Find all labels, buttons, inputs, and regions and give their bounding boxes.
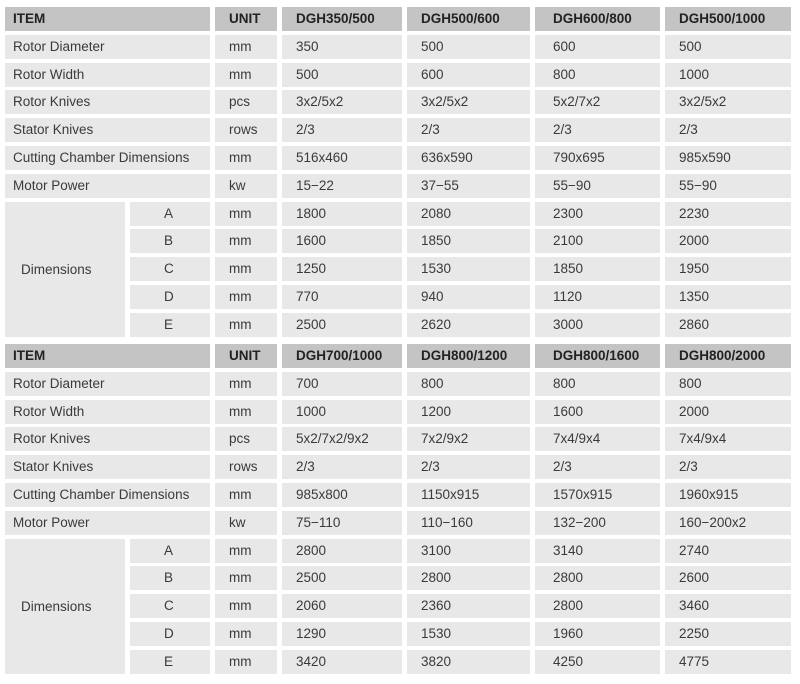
row-label: Rotor Knives — [5, 90, 210, 114]
row-unit: mm — [215, 229, 277, 253]
row-value: 37−55 — [407, 174, 530, 198]
row-value: 770 — [282, 285, 402, 309]
row-value: 2230 — [665, 202, 791, 226]
row-value: 940 — [407, 285, 530, 309]
table-row — [5, 35, 791, 59]
row-value: 600 — [407, 63, 530, 87]
row-value: 500 — [407, 35, 530, 59]
row-label: Rotor Diameter — [5, 372, 210, 396]
row-value: 3x2/5x2 — [665, 90, 791, 114]
row-label: Stator Knives — [5, 455, 210, 479]
row-value: 1150x915 — [407, 483, 530, 507]
header-model: DGH800/1600 — [535, 344, 660, 368]
row-value: 3820 — [407, 650, 530, 674]
row-value: 4250 — [535, 650, 660, 674]
row-unit: kw — [215, 174, 277, 198]
row-unit: mm — [215, 622, 277, 646]
row-value: 1600 — [535, 400, 660, 424]
header-model: DGH700/1000 — [282, 344, 402, 368]
table-row — [5, 483, 791, 507]
dimensions-label-text: Dimensions — [21, 261, 92, 277]
row-value: 700 — [282, 372, 402, 396]
row-value: 3460 — [665, 594, 791, 618]
row-unit: mm — [215, 650, 277, 674]
dimension-row — [5, 622, 791, 646]
header-item: ITEM — [5, 344, 210, 368]
dimension-row — [5, 539, 791, 563]
row-value: 2060 — [282, 594, 402, 618]
row-value: 75−110 — [282, 511, 402, 535]
row-value: 1120 — [535, 285, 660, 309]
row-value: 15−22 — [282, 174, 402, 198]
row-value: 2/3 — [535, 455, 660, 479]
table-row — [5, 90, 791, 114]
row-unit: rows — [215, 455, 277, 479]
dimension-sub-label: B — [130, 229, 210, 253]
dimension-row — [5, 285, 791, 309]
row-value: 2300 — [535, 202, 660, 226]
row-value: 1200 — [407, 400, 530, 424]
row-value: 500 — [282, 63, 402, 87]
dimension-row — [5, 202, 791, 226]
dimension-sub-label: B — [130, 566, 210, 590]
row-value: 2800 — [535, 594, 660, 618]
row-unit: mm — [215, 257, 277, 281]
dimension-sub-label: E — [130, 313, 210, 337]
row-value: 2360 — [407, 594, 530, 618]
row-value: 1000 — [665, 63, 791, 87]
row-value: 1350 — [665, 285, 791, 309]
row-value: 2860 — [665, 313, 791, 337]
row-value: 3140 — [535, 539, 660, 563]
row-value: 2/3 — [535, 118, 660, 142]
table-row — [5, 118, 791, 142]
header-unit: UNIT — [215, 7, 277, 31]
row-value: 132−200 — [535, 511, 660, 535]
row-value: 2000 — [665, 400, 791, 424]
row-label: Cutting Chamber Dimensions — [5, 146, 210, 170]
row-unit: mm — [215, 35, 277, 59]
row-value: 3x2/5x2 — [407, 90, 530, 114]
row-value: 1530 — [407, 622, 530, 646]
row-value: 2740 — [665, 539, 791, 563]
dimensions-label-text: Dimensions — [21, 598, 92, 614]
row-value: 800 — [535, 372, 660, 396]
row-value: 800 — [535, 63, 660, 87]
row-unit: mm — [215, 313, 277, 337]
row-value: 1960 — [535, 622, 660, 646]
table-row — [5, 455, 791, 479]
row-value: 7x4/9x4 — [665, 427, 791, 451]
dimension-sub-label: A — [130, 539, 210, 563]
header-model: DGH500/1000 — [665, 7, 791, 31]
row-value: 500 — [665, 35, 791, 59]
row-value: 1530 — [407, 257, 530, 281]
row-value: 4775 — [665, 650, 791, 674]
header-unit: UNIT — [215, 344, 277, 368]
row-value: 2500 — [282, 313, 402, 337]
row-unit: mm — [215, 594, 277, 618]
table-row — [5, 372, 791, 396]
row-value: 1850 — [535, 257, 660, 281]
row-value: 5x2/7x2 — [535, 90, 660, 114]
table-row — [5, 400, 791, 424]
row-unit: pcs — [215, 427, 277, 451]
dimension-sub-label: C — [130, 257, 210, 281]
row-unit: mm — [215, 63, 277, 87]
table-row — [5, 427, 791, 451]
table-row — [5, 174, 791, 198]
header-model: DGH600/800 — [535, 7, 660, 31]
row-value: 2600 — [665, 566, 791, 590]
header-model: DGH500/600 — [407, 7, 530, 31]
row-value: 985x590 — [665, 146, 791, 170]
row-unit: mm — [215, 539, 277, 563]
row-value: 2/3 — [407, 118, 530, 142]
row-value: 1290 — [282, 622, 402, 646]
row-label: Cutting Chamber Dimensions — [5, 483, 210, 507]
row-value: 1800 — [282, 202, 402, 226]
row-unit: mm — [215, 566, 277, 590]
row-value: 2/3 — [407, 455, 530, 479]
row-value: 985x800 — [282, 483, 402, 507]
table-row — [5, 146, 791, 170]
row-value: 2080 — [407, 202, 530, 226]
dimension-sub-label: D — [130, 622, 210, 646]
row-value: 1600 — [282, 229, 402, 253]
row-unit: mm — [215, 202, 277, 226]
row-unit: mm — [215, 372, 277, 396]
row-value: 2250 — [665, 622, 791, 646]
row-value: 800 — [665, 372, 791, 396]
row-label: Stator Knives — [5, 118, 210, 142]
row-unit: mm — [215, 285, 277, 309]
row-unit: rows — [215, 118, 277, 142]
row-value: 1950 — [665, 257, 791, 281]
row-value: 1850 — [407, 229, 530, 253]
row-value: 110−160 — [407, 511, 530, 535]
row-value: 3x2/5x2 — [282, 90, 402, 114]
row-value: 1000 — [282, 400, 402, 424]
row-unit: mm — [215, 146, 277, 170]
dimension-row — [5, 650, 791, 674]
table-header-row — [5, 7, 791, 31]
dimension-sub-label: C — [130, 594, 210, 618]
row-value: 2000 — [665, 229, 791, 253]
table-row — [5, 511, 791, 535]
row-label: Motor Power — [5, 511, 210, 535]
dimension-row — [5, 229, 791, 253]
row-value: 3000 — [535, 313, 660, 337]
row-value: 350 — [282, 35, 402, 59]
row-value: 55−90 — [665, 174, 791, 198]
row-unit: kw — [215, 511, 277, 535]
row-value: 636x590 — [407, 146, 530, 170]
header-model: DGH800/1200 — [407, 344, 530, 368]
row-value: 3100 — [407, 539, 530, 563]
dimension-row — [5, 594, 791, 618]
row-label: Rotor Width — [5, 63, 210, 87]
row-label: Rotor Knives — [5, 427, 210, 451]
dimension-row — [5, 566, 791, 590]
row-value: 2800 — [535, 566, 660, 590]
row-value: 790x695 — [535, 146, 660, 170]
row-value: 2/3 — [282, 455, 402, 479]
row-unit: mm — [215, 483, 277, 507]
row-value: 2100 — [535, 229, 660, 253]
row-value: 2/3 — [665, 118, 791, 142]
row-unit: pcs — [215, 90, 277, 114]
row-label: Motor Power — [5, 174, 210, 198]
row-value: 5x2/7x2/9x2 — [282, 427, 402, 451]
row-value: 1960x915 — [665, 483, 791, 507]
row-value: 55−90 — [535, 174, 660, 198]
row-unit: mm — [215, 400, 277, 424]
header-item: ITEM — [5, 7, 210, 31]
dimension-sub-label: D — [130, 285, 210, 309]
row-value: 516x460 — [282, 146, 402, 170]
row-value: 2620 — [407, 313, 530, 337]
header-model: DGH800/2000 — [665, 344, 791, 368]
header-model: DGH350/500 — [282, 7, 402, 31]
row-value: 1570x915 — [535, 483, 660, 507]
row-value: 800 — [407, 372, 530, 396]
row-value: 7x2/9x2 — [407, 427, 530, 451]
row-value: 2800 — [282, 539, 402, 563]
row-value: 2500 — [282, 566, 402, 590]
row-value: 2/3 — [282, 118, 402, 142]
dimension-row — [5, 257, 791, 281]
row-value: 2/3 — [665, 455, 791, 479]
row-value: 160−200x2 — [665, 511, 791, 535]
row-label: Rotor Width — [5, 400, 210, 424]
table-header-row — [5, 344, 791, 368]
row-value: 3420 — [282, 650, 402, 674]
dimension-sub-label: E — [130, 650, 210, 674]
row-label: Rotor Diameter — [5, 35, 210, 59]
row-value: 7x4/9x4 — [535, 427, 660, 451]
table-row — [5, 63, 791, 87]
dimension-sub-label: A — [130, 202, 210, 226]
dimension-row — [5, 313, 791, 337]
row-value: 2800 — [407, 566, 530, 590]
row-value: 1250 — [282, 257, 402, 281]
row-value: 600 — [535, 35, 660, 59]
